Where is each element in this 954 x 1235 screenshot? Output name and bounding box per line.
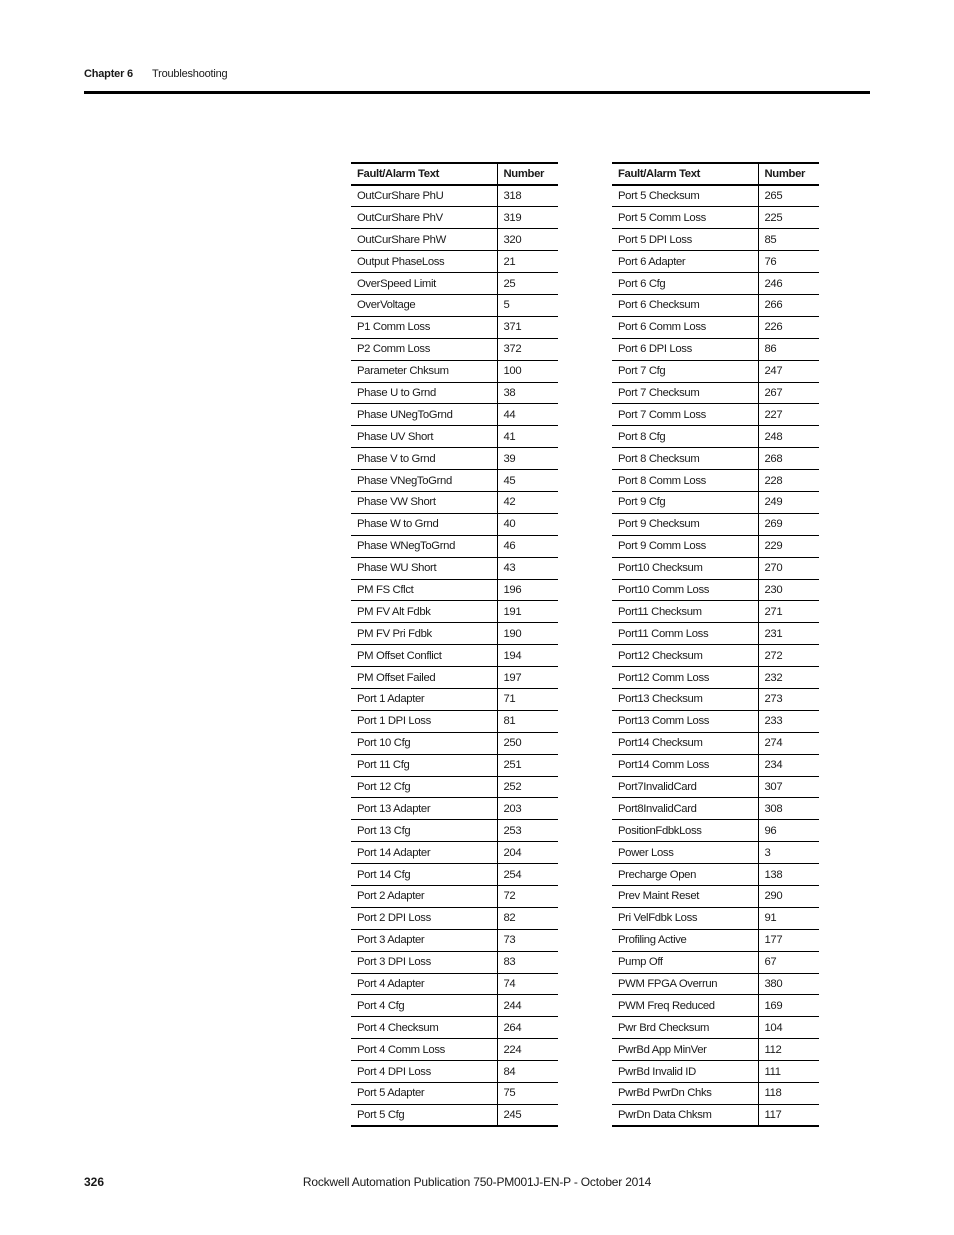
column-header-number: Number bbox=[758, 163, 819, 185]
table-row bbox=[612, 973, 819, 995]
fault-number-cell: 71 bbox=[497, 688, 558, 710]
fault-number-cell: 232 bbox=[758, 667, 819, 689]
fault-table-right bbox=[612, 162, 819, 1127]
table-row bbox=[351, 491, 558, 513]
fault-number-cell: 197 bbox=[497, 667, 558, 689]
fault-number-cell: 320 bbox=[497, 229, 558, 251]
table-row bbox=[351, 1039, 558, 1061]
column-header-fault-text: Fault/Alarm Text bbox=[351, 163, 497, 185]
fault-text-cell: Port 7 Checksum bbox=[612, 382, 758, 404]
fault-text-cell: Power Loss bbox=[612, 842, 758, 864]
table-row bbox=[612, 294, 819, 316]
fault-number-cell: 371 bbox=[497, 316, 558, 338]
fault-text-cell: Port 14 Cfg bbox=[351, 864, 497, 886]
fault-text-cell: Parameter Chksum bbox=[351, 360, 497, 382]
table-row bbox=[612, 623, 819, 645]
table-row bbox=[351, 820, 558, 842]
fault-number-cell: 267 bbox=[758, 382, 819, 404]
fault-number-cell: 307 bbox=[758, 776, 819, 798]
fault-number-cell: 227 bbox=[758, 404, 819, 426]
fault-text-cell: PositionFdbkLoss bbox=[612, 820, 758, 842]
fault-text-cell: Port12 Comm Loss bbox=[612, 667, 758, 689]
fault-number-cell: 83 bbox=[497, 951, 558, 973]
fault-text-cell: Port14 Comm Loss bbox=[612, 754, 758, 776]
table-row bbox=[351, 185, 558, 207]
fault-number-cell: 233 bbox=[758, 710, 819, 732]
fault-text-cell: Port14 Checksum bbox=[612, 732, 758, 754]
fault-number-cell: 274 bbox=[758, 732, 819, 754]
fault-number-cell: 169 bbox=[758, 995, 819, 1017]
table-row bbox=[612, 842, 819, 864]
fault-number-cell: 40 bbox=[497, 513, 558, 535]
fault-text-cell: Port 8 Comm Loss bbox=[612, 470, 758, 492]
fault-text-cell: Port 9 Checksum bbox=[612, 513, 758, 535]
fault-text-cell: Port 6 Adapter bbox=[612, 251, 758, 273]
fault-text-cell: Phase W to Grnd bbox=[351, 513, 497, 535]
fault-number-cell: 44 bbox=[497, 404, 558, 426]
fault-number-cell: 226 bbox=[758, 316, 819, 338]
table-row bbox=[351, 338, 558, 360]
fault-text-cell: Port 3 DPI Loss bbox=[351, 951, 497, 973]
fault-number-cell: 194 bbox=[497, 645, 558, 667]
fault-number-cell: 41 bbox=[497, 426, 558, 448]
fault-text-cell: Port 6 Cfg bbox=[612, 273, 758, 295]
fault-number-cell: 231 bbox=[758, 623, 819, 645]
fault-text-cell: Port 4 DPI Loss bbox=[351, 1061, 497, 1083]
fault-text-cell: Port 4 Adapter bbox=[351, 973, 497, 995]
fault-text-cell: Port 2 Adapter bbox=[351, 886, 497, 908]
fault-text-cell: PM FS Cflct bbox=[351, 579, 497, 601]
fault-text-cell: Port 6 Comm Loss bbox=[612, 316, 758, 338]
table-row bbox=[612, 251, 819, 273]
fault-number-cell: 308 bbox=[758, 798, 819, 820]
table-row bbox=[351, 207, 558, 229]
table-row bbox=[612, 382, 819, 404]
table-row bbox=[612, 1039, 819, 1061]
fault-number-cell: 229 bbox=[758, 535, 819, 557]
table-row bbox=[612, 907, 819, 929]
fault-text-cell: P2 Comm Loss bbox=[351, 338, 497, 360]
fault-number-cell: 25 bbox=[497, 273, 558, 295]
fault-text-cell: OutCurShare PhV bbox=[351, 207, 497, 229]
table-row bbox=[612, 229, 819, 251]
table-row bbox=[351, 557, 558, 579]
fault-number-cell: 190 bbox=[497, 623, 558, 645]
fault-text-cell: Port 6 Checksum bbox=[612, 294, 758, 316]
table-row bbox=[351, 448, 558, 470]
fault-text-cell: Port 9 Cfg bbox=[612, 491, 758, 513]
fault-number-cell: 273 bbox=[758, 688, 819, 710]
fault-number-cell: 246 bbox=[758, 273, 819, 295]
fault-number-cell: 100 bbox=[497, 360, 558, 382]
table-row bbox=[612, 776, 819, 798]
fault-number-cell: 204 bbox=[497, 842, 558, 864]
column-header-number: Number bbox=[497, 163, 558, 185]
fault-text-cell: Port11 Comm Loss bbox=[612, 623, 758, 645]
fault-text-cell: Pump Off bbox=[612, 951, 758, 973]
fault-number-cell: 3 bbox=[758, 842, 819, 864]
table-row bbox=[351, 886, 558, 908]
table-row bbox=[612, 448, 819, 470]
fault-text-cell: Port 4 Comm Loss bbox=[351, 1039, 497, 1061]
table-row bbox=[351, 1083, 558, 1105]
fault-number-cell: 191 bbox=[497, 601, 558, 623]
fault-text-cell: Phase UV Short bbox=[351, 426, 497, 448]
fault-number-cell: 73 bbox=[497, 929, 558, 951]
fault-number-cell: 21 bbox=[497, 251, 558, 273]
fault-number-cell: 254 bbox=[497, 864, 558, 886]
fault-number-cell: 203 bbox=[497, 798, 558, 820]
fault-text-cell: Phase VW Short bbox=[351, 491, 497, 513]
fault-number-cell: 271 bbox=[758, 601, 819, 623]
table-row bbox=[351, 251, 558, 273]
fault-text-cell: Port 1 Adapter bbox=[351, 688, 497, 710]
table-row bbox=[351, 601, 558, 623]
fault-number-cell: 251 bbox=[497, 754, 558, 776]
fault-text-cell: Port12 Checksum bbox=[612, 645, 758, 667]
fault-text-cell: Port 12 Cfg bbox=[351, 776, 497, 798]
fault-number-cell: 91 bbox=[758, 907, 819, 929]
fault-text-cell: Port 9 Comm Loss bbox=[612, 535, 758, 557]
table-row bbox=[612, 864, 819, 886]
fault-number-cell: 86 bbox=[758, 338, 819, 360]
fault-text-cell: Profiling Active bbox=[612, 929, 758, 951]
fault-text-cell: Port 5 DPI Loss bbox=[612, 229, 758, 251]
fault-text-cell: Port 8 Cfg bbox=[612, 426, 758, 448]
table-row bbox=[612, 491, 819, 513]
fault-text-cell: PM FV Alt Fdbk bbox=[351, 601, 497, 623]
fault-text-cell: P1 Comm Loss bbox=[351, 316, 497, 338]
fault-number-cell: 5 bbox=[497, 294, 558, 316]
fault-text-cell: Phase VNegToGrnd bbox=[351, 470, 497, 492]
fault-number-cell: 67 bbox=[758, 951, 819, 973]
table-row bbox=[612, 513, 819, 535]
table-row bbox=[612, 185, 819, 207]
table-row bbox=[351, 1061, 558, 1083]
chapter-label: Chapter 6 bbox=[84, 68, 133, 80]
table-row bbox=[612, 929, 819, 951]
fault-text-cell: OutCurShare PhW bbox=[351, 229, 497, 251]
fault-number-cell: 248 bbox=[758, 426, 819, 448]
table-row bbox=[612, 601, 819, 623]
fault-text-cell: Pwr Brd Checksum bbox=[612, 1017, 758, 1039]
table-row bbox=[351, 842, 558, 864]
table-row bbox=[612, 1104, 819, 1126]
fault-number-cell: 252 bbox=[497, 776, 558, 798]
fault-number-cell: 96 bbox=[758, 820, 819, 842]
table-row bbox=[612, 360, 819, 382]
table-row bbox=[612, 886, 819, 908]
fault-number-cell: 225 bbox=[758, 207, 819, 229]
table-row bbox=[612, 273, 819, 295]
fault-text-cell: OverSpeed Limit bbox=[351, 273, 497, 295]
table-row bbox=[351, 360, 558, 382]
table-row bbox=[351, 294, 558, 316]
fault-text-cell: Pri VelFdbk Loss bbox=[612, 907, 758, 929]
fault-text-cell: Precharge Open bbox=[612, 864, 758, 886]
fault-number-cell: 196 bbox=[497, 579, 558, 601]
fault-number-cell: 117 bbox=[758, 1104, 819, 1126]
fault-number-cell: 42 bbox=[497, 491, 558, 513]
fault-number-cell: 72 bbox=[497, 886, 558, 908]
table-row bbox=[351, 513, 558, 535]
table-row bbox=[612, 1083, 819, 1105]
table-row bbox=[351, 535, 558, 557]
fault-text-cell: OverVoltage bbox=[351, 294, 497, 316]
fault-number-cell: 272 bbox=[758, 645, 819, 667]
fault-text-cell: PWM Freq Reduced bbox=[612, 995, 758, 1017]
fault-text-cell: Port 13 Adapter bbox=[351, 798, 497, 820]
table-row bbox=[351, 623, 558, 645]
table-row bbox=[612, 1017, 819, 1039]
fault-text-cell: Port8InvalidCard bbox=[612, 798, 758, 820]
fault-number-cell: 245 bbox=[497, 1104, 558, 1126]
fault-text-cell: Prev Maint Reset bbox=[612, 886, 758, 908]
fault-text-cell: Port13 Checksum bbox=[612, 688, 758, 710]
table-row bbox=[612, 995, 819, 1017]
fault-text-cell: PwrDn Data Chksm bbox=[612, 1104, 758, 1126]
table-row bbox=[351, 798, 558, 820]
table-row bbox=[612, 557, 819, 579]
table-row bbox=[351, 776, 558, 798]
fault-number-cell: 39 bbox=[497, 448, 558, 470]
fault-text-cell: PwrBd PwrDn Chks bbox=[612, 1083, 758, 1105]
table-row bbox=[612, 798, 819, 820]
table-row bbox=[351, 229, 558, 251]
fault-number-cell: 269 bbox=[758, 513, 819, 535]
fault-number-cell: 380 bbox=[758, 973, 819, 995]
fault-text-cell: Port 11 Cfg bbox=[351, 754, 497, 776]
fault-number-cell: 81 bbox=[497, 710, 558, 732]
fault-text-cell: Port 6 DPI Loss bbox=[612, 338, 758, 360]
table-row bbox=[351, 907, 558, 929]
table-row bbox=[351, 973, 558, 995]
fault-number-cell: 319 bbox=[497, 207, 558, 229]
fault-number-cell: 247 bbox=[758, 360, 819, 382]
fault-text-cell: PM Offset Conflict bbox=[351, 645, 497, 667]
table-row bbox=[351, 579, 558, 601]
fault-text-cell: Port 5 Cfg bbox=[351, 1104, 497, 1126]
fault-text-cell: Port 1 DPI Loss bbox=[351, 710, 497, 732]
table-row bbox=[612, 951, 819, 973]
fault-number-cell: 82 bbox=[497, 907, 558, 929]
table-row bbox=[612, 688, 819, 710]
table-header-row bbox=[351, 163, 558, 185]
fault-number-cell: 249 bbox=[758, 491, 819, 513]
table-row bbox=[351, 426, 558, 448]
fault-number-cell: 177 bbox=[758, 929, 819, 951]
fault-number-cell: 266 bbox=[758, 294, 819, 316]
fault-text-cell: Port10 Comm Loss bbox=[612, 579, 758, 601]
fault-text-cell: Port 5 Comm Loss bbox=[612, 207, 758, 229]
table-row bbox=[351, 1104, 558, 1126]
fault-number-cell: 76 bbox=[758, 251, 819, 273]
fault-number-cell: 45 bbox=[497, 470, 558, 492]
fault-text-cell: PwrBd Invalid ID bbox=[612, 1061, 758, 1083]
page-number: 326 bbox=[84, 1175, 105, 1189]
fault-text-cell: OutCurShare PhU bbox=[351, 185, 497, 207]
table-row bbox=[612, 470, 819, 492]
fault-number-cell: 264 bbox=[497, 1017, 558, 1039]
fault-text-cell: PWM FPGA Overrun bbox=[612, 973, 758, 995]
fault-text-cell: Port 7 Comm Loss bbox=[612, 404, 758, 426]
fault-text-cell: Phase U to Grnd bbox=[351, 382, 497, 404]
fault-number-cell: 138 bbox=[758, 864, 819, 886]
table-header-row bbox=[612, 163, 819, 185]
fault-text-cell: Port 10 Cfg bbox=[351, 732, 497, 754]
table-row bbox=[351, 404, 558, 426]
table-row bbox=[351, 645, 558, 667]
fault-text-cell: Output PhaseLoss bbox=[351, 251, 497, 273]
table-row bbox=[612, 710, 819, 732]
publication-info: Rockwell Automation Publication 750-PM001J-EN-P - October 2014 bbox=[302, 1175, 652, 1189]
table-row bbox=[351, 864, 558, 886]
fault-number-cell: 270 bbox=[758, 557, 819, 579]
table-row bbox=[351, 688, 558, 710]
fault-number-cell: 38 bbox=[497, 382, 558, 404]
fault-text-cell: Port 3 Adapter bbox=[351, 929, 497, 951]
fault-number-cell: 318 bbox=[497, 185, 558, 207]
fault-number-cell: 265 bbox=[758, 185, 819, 207]
fault-number-cell: 224 bbox=[497, 1039, 558, 1061]
fault-number-cell: 118 bbox=[758, 1083, 819, 1105]
fault-number-cell: 268 bbox=[758, 448, 819, 470]
fault-number-cell: 43 bbox=[497, 557, 558, 579]
fault-number-cell: 85 bbox=[758, 229, 819, 251]
fault-text-cell: Port7InvalidCard bbox=[612, 776, 758, 798]
fault-number-cell: 253 bbox=[497, 820, 558, 842]
fault-text-cell: PM Offset Failed bbox=[351, 667, 497, 689]
fault-number-cell: 111 bbox=[758, 1061, 819, 1083]
fault-number-cell: 104 bbox=[758, 1017, 819, 1039]
fault-number-cell: 230 bbox=[758, 579, 819, 601]
fault-text-cell: Port10 Checksum bbox=[612, 557, 758, 579]
table-row bbox=[351, 273, 558, 295]
section-title: Troubleshooting bbox=[152, 68, 228, 80]
fault-text-cell: Port 8 Checksum bbox=[612, 448, 758, 470]
fault-text-cell: Phase V to Grnd bbox=[351, 448, 497, 470]
fault-number-cell: 112 bbox=[758, 1039, 819, 1061]
table-row bbox=[612, 732, 819, 754]
table-row bbox=[351, 732, 558, 754]
table-row bbox=[351, 667, 558, 689]
fault-number-cell: 290 bbox=[758, 886, 819, 908]
fault-text-cell: Phase WU Short bbox=[351, 557, 497, 579]
fault-table-left bbox=[351, 162, 558, 1127]
table-row bbox=[612, 535, 819, 557]
fault-number-cell: 84 bbox=[497, 1061, 558, 1083]
table-row bbox=[612, 754, 819, 776]
fault-text-cell: Port 2 DPI Loss bbox=[351, 907, 497, 929]
table-row bbox=[612, 645, 819, 667]
fault-number-cell: 228 bbox=[758, 470, 819, 492]
fault-text-cell: Port 7 Cfg bbox=[612, 360, 758, 382]
table-row bbox=[612, 667, 819, 689]
fault-number-cell: 234 bbox=[758, 754, 819, 776]
table-row bbox=[351, 1017, 558, 1039]
fault-number-cell: 46 bbox=[497, 535, 558, 557]
page-header bbox=[84, 66, 870, 94]
fault-text-cell: Port11 Checksum bbox=[612, 601, 758, 623]
fault-text-cell: PwrBd App MinVer bbox=[612, 1039, 758, 1061]
table-row bbox=[351, 316, 558, 338]
fault-text-cell: Port 5 Adapter bbox=[351, 1083, 497, 1105]
table-row bbox=[351, 470, 558, 492]
fault-number-cell: 74 bbox=[497, 973, 558, 995]
table-row bbox=[612, 1061, 819, 1083]
fault-text-cell: Port 5 Checksum bbox=[612, 185, 758, 207]
fault-text-cell: Port 4 Checksum bbox=[351, 1017, 497, 1039]
column-header-fault-text: Fault/Alarm Text bbox=[612, 163, 758, 185]
fault-text-cell: Port 13 Cfg bbox=[351, 820, 497, 842]
table-row bbox=[612, 820, 819, 842]
fault-text-cell: Port13 Comm Loss bbox=[612, 710, 758, 732]
table-row bbox=[612, 404, 819, 426]
table-row bbox=[351, 951, 558, 973]
fault-text-cell: Phase UNegToGrnd bbox=[351, 404, 497, 426]
table-row bbox=[612, 316, 819, 338]
fault-text-cell: Phase WNegToGrnd bbox=[351, 535, 497, 557]
fault-text-cell: Port 14 Adapter bbox=[351, 842, 497, 864]
table-row bbox=[351, 382, 558, 404]
fault-text-cell: Port 4 Cfg bbox=[351, 995, 497, 1017]
table-row bbox=[351, 754, 558, 776]
table-row bbox=[612, 338, 819, 360]
table-row bbox=[612, 426, 819, 448]
fault-number-cell: 250 bbox=[497, 732, 558, 754]
fault-number-cell: 244 bbox=[497, 995, 558, 1017]
fault-number-cell: 372 bbox=[497, 338, 558, 360]
table-row bbox=[612, 207, 819, 229]
table-row bbox=[351, 710, 558, 732]
table-row bbox=[612, 579, 819, 601]
table-row bbox=[351, 995, 558, 1017]
fault-text-cell: PM FV Pri Fdbk bbox=[351, 623, 497, 645]
fault-number-cell: 75 bbox=[497, 1083, 558, 1105]
table-row bbox=[351, 929, 558, 951]
